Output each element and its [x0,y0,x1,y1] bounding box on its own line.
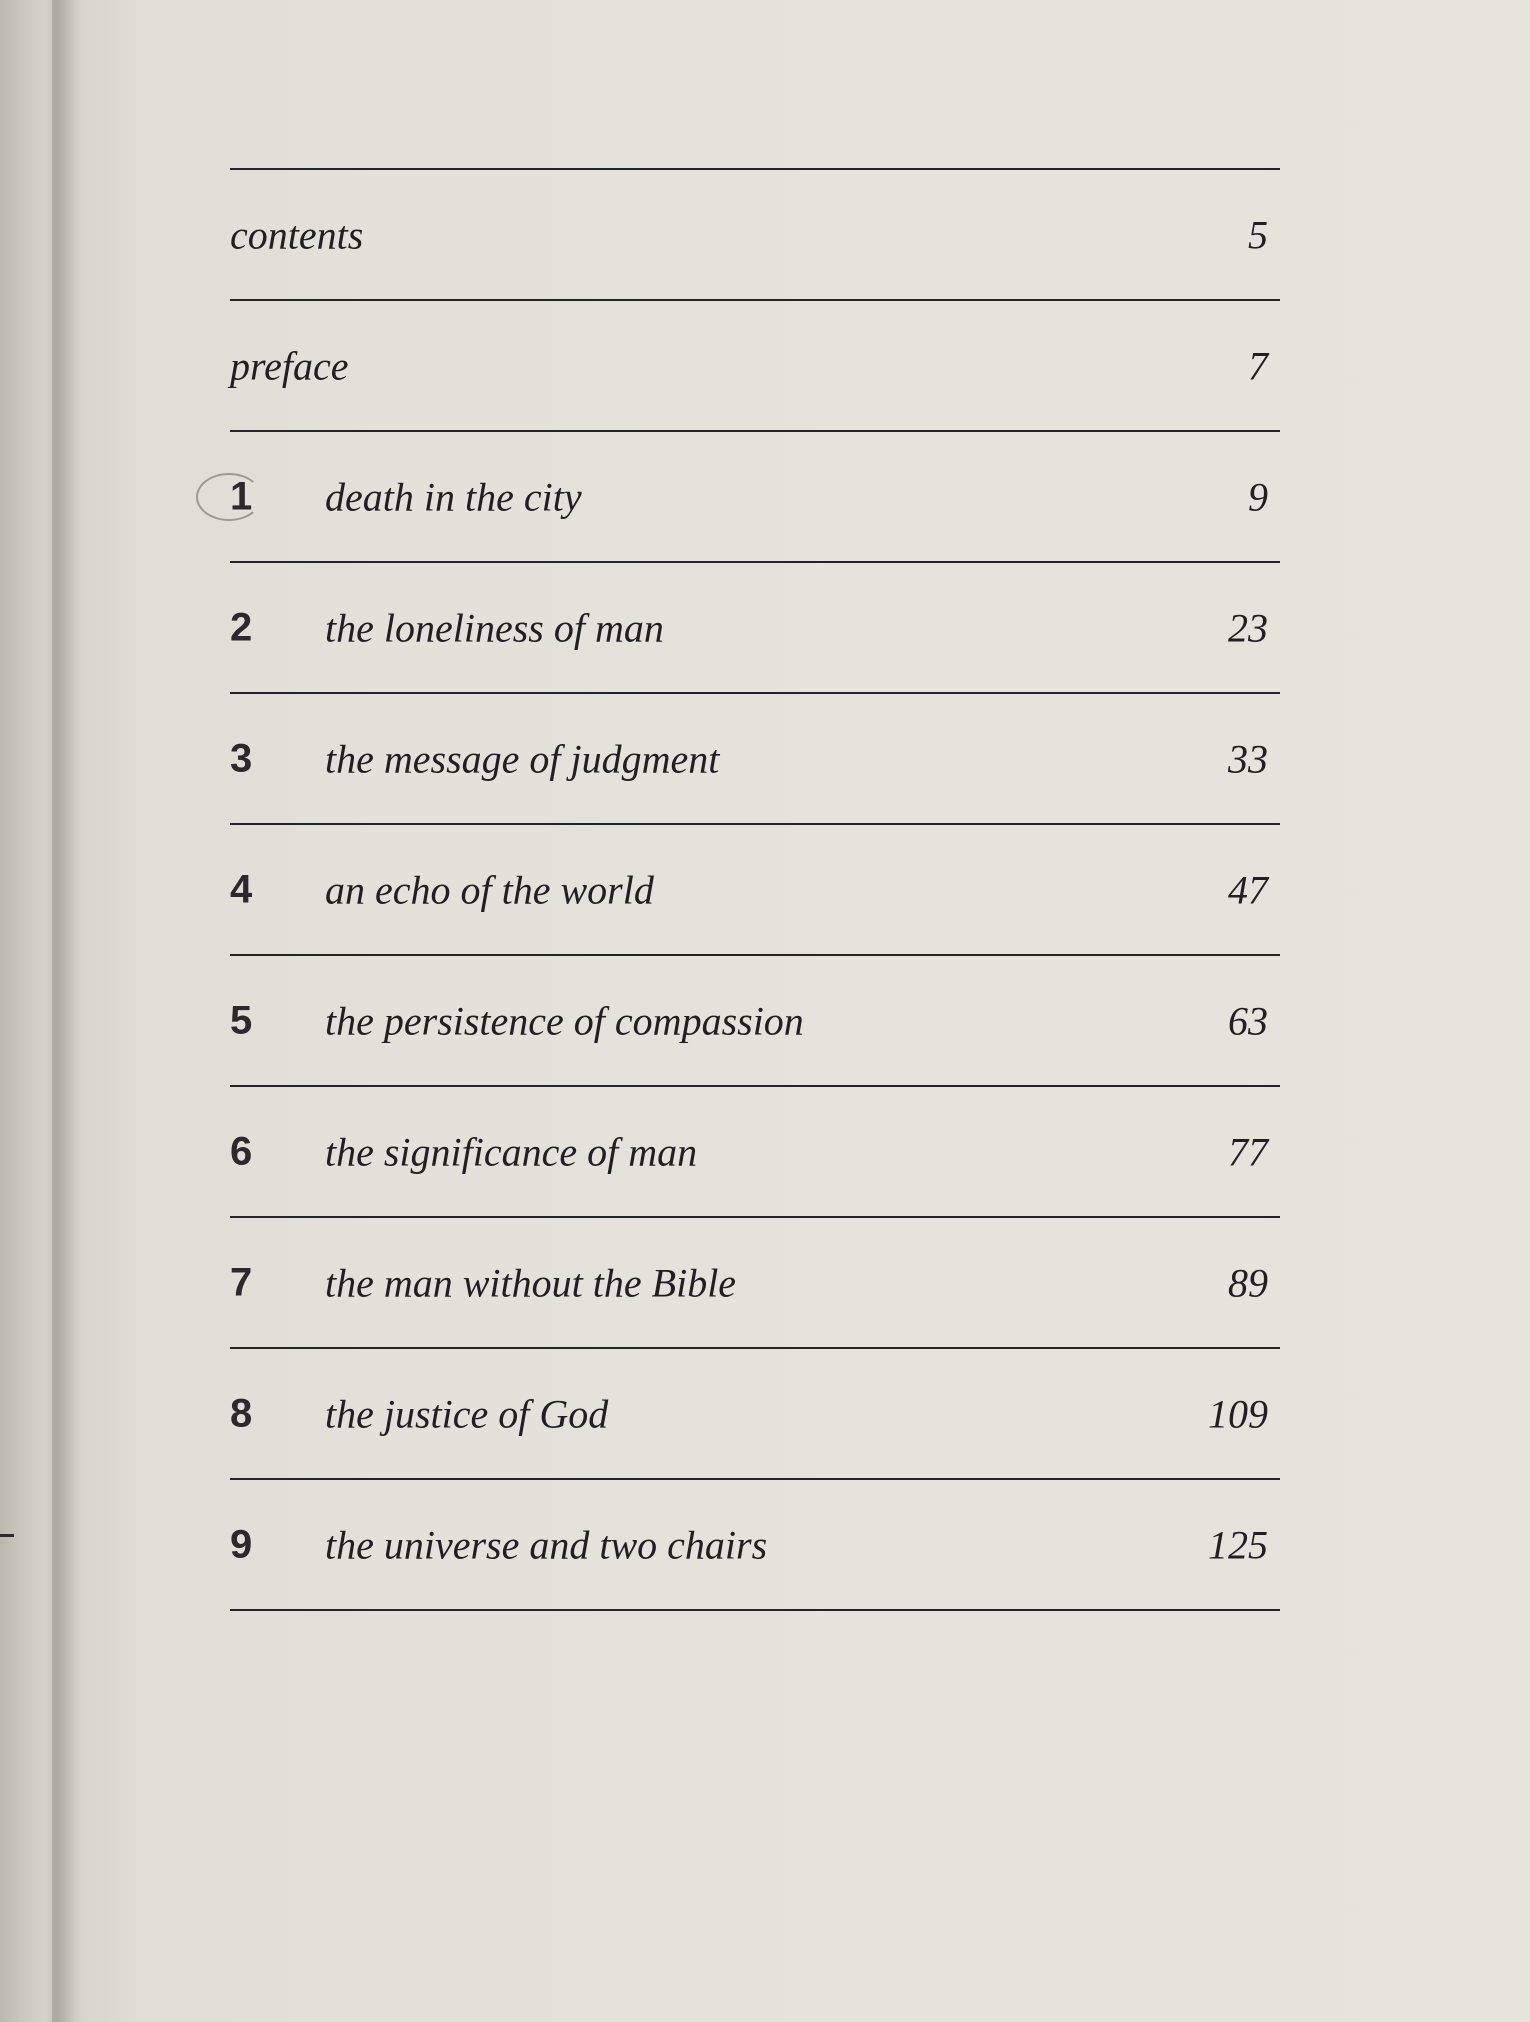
chapter-number: 6 [230,1129,253,1173]
chapter-number: 8 [230,1391,253,1435]
chapter-page: 23 [1228,605,1268,650]
chapter-number: 9 [230,1522,253,1566]
toc-entry-chapter-8 [230,1349,1280,1478]
chapter-page: 33 [1228,736,1268,781]
chapter-title: the man without the Bible [325,1260,737,1305]
chapter-title: the persistence of compassion [325,998,804,1043]
toc-entry-title: contents [230,212,364,257]
chapter-number: 1 [230,474,253,518]
toc-entry-chapter-3 [230,694,1280,823]
toc-entry-contents [230,170,1280,299]
chapter-title: the loneliness of man [325,605,664,650]
toc-entry-page: 7 [1248,343,1268,388]
chapter-number: 2 [230,605,253,649]
toc-entry-page: 5 [1248,212,1268,257]
toc-entry-chapter-1 [230,432,1280,561]
chapter-page: 125 [1208,1522,1268,1567]
toc-entry-chapter-5 [230,956,1280,1085]
chapter-number: 7 [230,1260,253,1304]
gutter-shadow [52,0,82,2022]
toc-entry-title: preface [230,343,349,388]
table-of-contents [230,168,1280,1611]
toc-entry-preface [230,301,1280,430]
toc-entry-chapter-2 [230,563,1280,692]
toc-entry-chapter-6 [230,1087,1280,1216]
toc-entry-chapter-7 [230,1218,1280,1347]
chapter-title: the significance of man [325,1129,698,1174]
chapter-title: the justice of God [325,1391,609,1436]
chapter-page: 63 [1228,998,1268,1043]
chapter-page: 89 [1228,1260,1268,1305]
toc-entry-chapter-9 [230,1480,1280,1609]
left-edge-mark [0,1534,14,1537]
chapter-title: death in the city [325,474,582,519]
chapter-page: 9 [1248,474,1268,519]
chapter-title: an echo of the world [325,867,654,912]
chapter-page: 47 [1228,867,1268,912]
chapter-title: the universe and two chairs [325,1522,768,1567]
chapter-page: 77 [1228,1129,1268,1174]
chapter-number: 5 [230,998,253,1042]
chapter-number: 3 [230,736,253,780]
chapter-title: the message of judgment [325,736,720,781]
chapter-number: 4 [230,867,253,911]
toc-rule [230,1609,1280,1611]
chapter-page: 109 [1208,1391,1268,1436]
toc-entry-chapter-4 [230,825,1280,954]
